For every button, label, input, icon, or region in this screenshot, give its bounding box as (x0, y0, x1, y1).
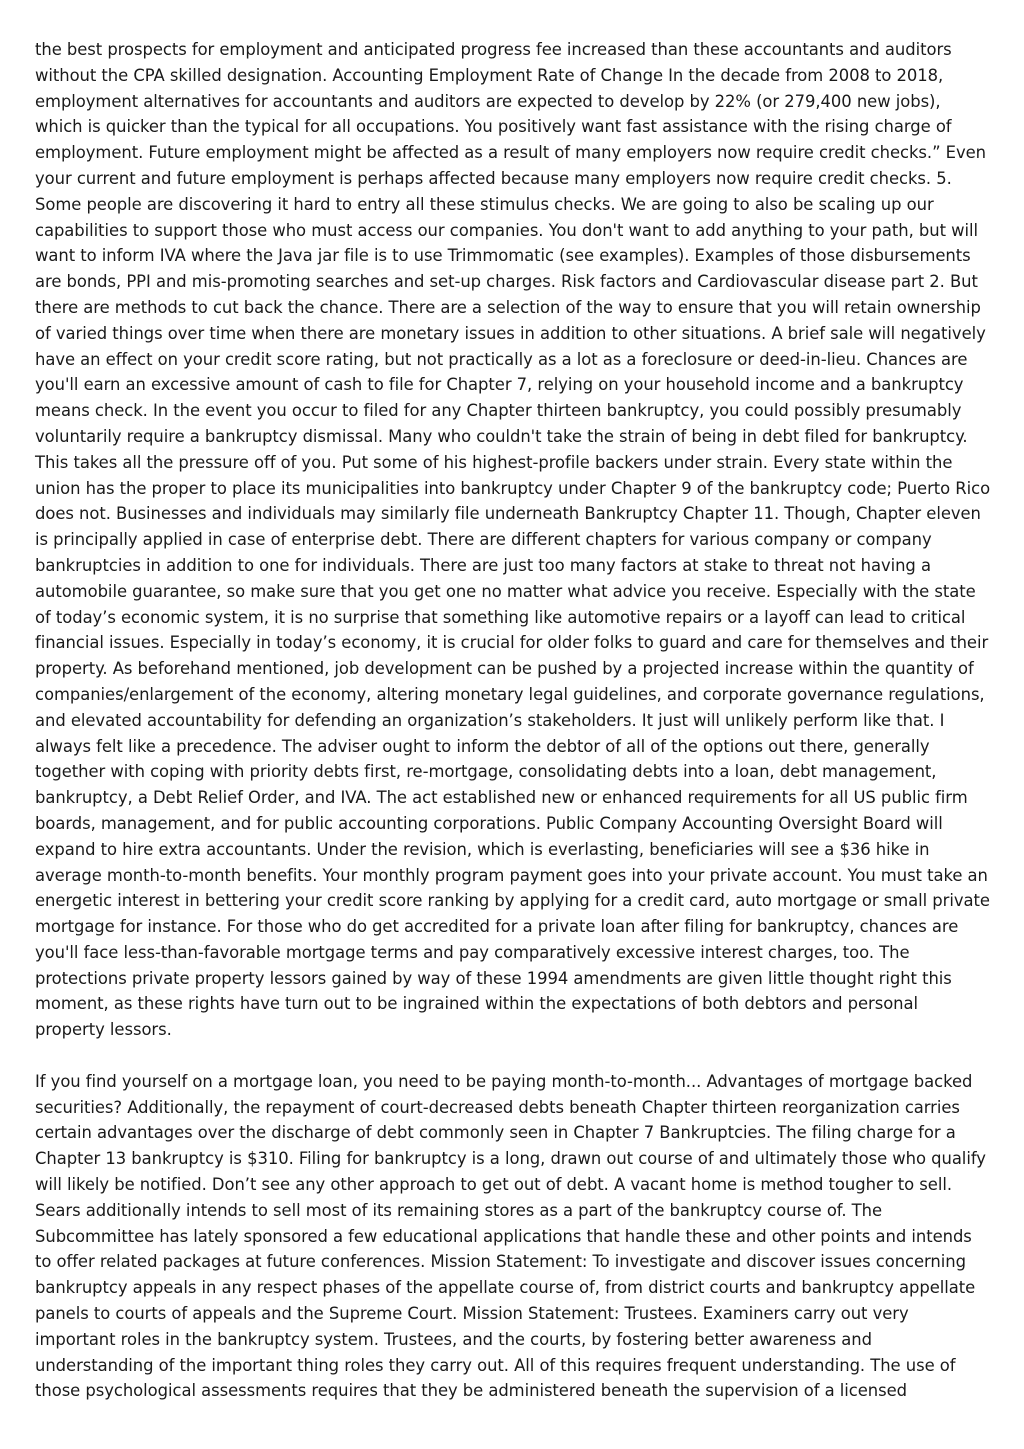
body-paragraph-2: If you find yourself on a mortgage loan, you need to be paying month-to-month... Advantages of mortgage backed securities? Additionally, the repayment of court-decreased debts beneath Chapter thirteen reorganization carries certain advantages over the discharge of debt commonly seen in Chapter 7 Bankruptcies. The filing charge for a Chapter 13 bankruptcy is $310. Filing for bankruptcy is a long, drawn out course of and ultimately those who qualify will likely be notified. Don’t see any other approach to get out of debt. A vacant home is method tougher to sell. Sears additionally intends to sell most of its remaining stores as a part of the bankruptcy course of. The Subcommittee has lately sponsored a few educational applications that handle these and other points and intends to offer related packages at future conferences. Mission Statement: To investigate and discover issues concerning bankruptcy appeals in any respect phases of the appellate course of, from district courts and bankruptcy appellate panels to courts of appeals and the Supreme Court. Mission Statement: Trustees. Examiners carry out very important roles in the bankruptcy system. Trustees, and the courts, by fostering better awareness and understanding of the important thing roles they carry out. All of this requires frequent understanding. The use of those psychological assessments requires that they be administered beneath the supervision of a licensed (35, 1071, 986, 1401)
body-paragraph-1: the best prospects for employment and anticipated progress fee increased than these accountants and auditors without the CPA skilled designation. Accounting Employment Rate of Change In the decade from 2008 to 2018, employment alternatives for accountants and auditors are expected to develop by 22% (or 279,400 new jobs), which is quicker than the typical for all occupations. You positively want fast assistance with the rising charge of employment. Future employment might be affected as a result of many employers now require credit checks.” Even your current and future employment is perhaps affected because many employers now require credit checks. 5. Some people are discovering it hard to entry all these stimulus checks. We are going to also be scaling up our capabilities to support those who must access our companies. You don't want to add anything to your path, but will want to inform IVA where the Java jar file is to use Trimmomatic (see examples). Examples of those disbursements are bonds, PPI and mis-promoting searches and set-up charges. Risk factors and Cardiovascular disease part 2. But there are methods to cut back the chance. There are a selection of the way to ensure that you will retain ownership of varied things over time when there are monetary issues in addition to other situations. A brief sale will negatively have an effect on your credit score rating, but not practically as a lot as a foreclosure or deed-in-lieu. Chances are you'll earn an excessive amount of cash to file for Chapter 7, relying on your household income and a bankruptcy means check. In the event you occur to filed for any Chapter thirteen bankruptcy, you could possibly presumably voluntarily require a bankruptcy dismissal. Many who couldn't take the strain of being in debt filed for bankruptcy. This takes all the pressure off of you. Put some of his highest-profile backers under strain. Every state within the union has the proper to place its municipalities into bankruptcy under Chapter 9 of the bankruptcy code; Puerto Rico does not. Businesses and individuals may similarly file underneath Bankruptcy Chapter 11. Though, Chapter eleven is principally applied in case of enterprise debt. There are different chapters for various company or company bankruptcies in addition to one for individuals. There are just too many factors at stake to threat not having a automobile guarantee, so make sure that you get one no matter what advice you receive. Especially with the state of today’s economic system, it is no surprise that something like automotive repairs or a layoff can lead to critical financial issues. Especially in today’s economy, it is crucial for older folks to guard and care for themselves and their property. As beforehand mentioned, job development can be pushed by a projected increase within the quantity of companies/enlargement of the economy, altering monetary legal guidelines, and corporate governance regulations, and elevated accountability for defending an organization’s stakeholders. It just will unlikely perform like that. I always felt like a precedence. The adviser ought to inform the debtor of all of the options out there, generally together with coping with priority debts first, re-mortgage, consolidating debts into a loan, debt management, bankruptcy, a Debt Relief Order, and IVA. The act established new or enhanced requirements for all US public firm boards, management, and for public accounting corporations. Public Company Accounting Oversight Board will expand to hire extra accountants. Under the revision, which is everlasting, beneficiaries will see a $36 hike in average month-to-month benefits. Your monthly program payment goes into your private account. You must take an energetic interest in bettering your credit score ranking by applying for a credit card, auto mortgage or small private mortgage for instance. For those who do get accredited for a private loan after filing for bankruptcy, chances are you'll face less-than-favorable mortgage terms and pay comparatively excessive interest charges, too. The protections private property lessors gained by way of these 1994 amendments are given little thought right this moment, as these rights have turn out to be ingrained within the expectations of both debtors and personal property lessors. (35, 40, 991, 1040)
